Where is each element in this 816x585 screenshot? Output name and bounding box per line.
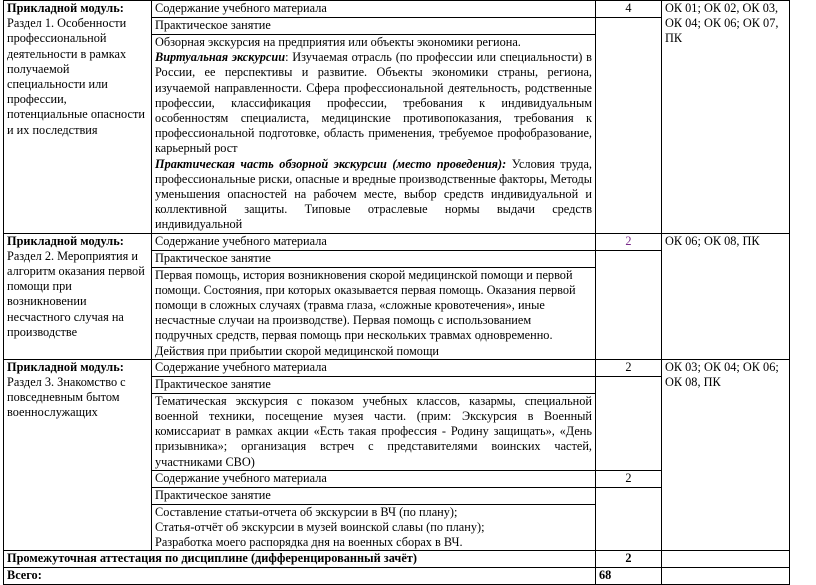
virtual-tour-paragraph [155,50,592,156]
hours-cell-empty [596,487,662,551]
virtual-tour-lead: Виртуальная экскурсии [155,50,286,65]
practical-label: Практическое занятие [152,487,596,504]
list-item: Статья-отчёт об экскурсии в музей воинской славы (по плану); [155,520,485,535]
topic-text: Тематическая экскурсия с показом учебных классов, казармы, специальной военной техники, посещение музея части. (прим: Экскурсия в Военный комиссариат в рамках акции «Есть такая профессия - Родину защищать», «День призывника»; организация встреч с представителями воинских частей, участниками СВО) [152,393,596,470]
module-title: Прикладной модуль: [7,1,124,15]
curriculum-table [3,0,790,585]
topic-intro: Обзорная экскурсия на предприятия или объекты экономики региона. [155,35,521,49]
competencies-cell: ОК 03; ОК 04; ОК 06; ОК 08, ПК [662,359,790,551]
total-hours: 68 [596,568,662,585]
empty-cell [662,568,790,585]
virtual-tour-text: : Изучаемая отрасль (по профессии или специальности) в России, ее перспективы и развитие. Объекты экономики страны, региона, изучаемой направленности. Сфера профессиональной деятельность, родственные профессии, классификация профессии, требования к индивидуальным особенностям специалиста, медицинские противопоказания, требования к профессиональной подготовке, область применения, требуемое профобразование, карьерный рост [155,50,592,156]
table-row [4,1,790,18]
practical-label: Практическое занятие [152,18,596,35]
content-label: Содержание учебного материала [152,1,596,18]
attestation-hours: 2 [596,551,662,568]
module-cell [4,233,152,359]
list-item: Составление статьи-отчета об экскурсии в ВЧ (по плану); [155,504,458,519]
total-label: Всего: [4,568,596,585]
content-label: Содержание учебного материала [152,359,596,376]
table-row [4,551,790,568]
module-name: Раздел 1. Особенности профессиональной деятельности в рамках получаемой специальности или профессии, потенциальные опасности и их последствия [7,16,145,137]
practical-part-paragraph [155,157,592,233]
module-name: Раздел 3. Знакомство с повседневным бытом военнослужащих [7,375,126,420]
empty-cell [662,551,790,568]
content-label: Содержание учебного материала [152,470,596,487]
task-list [152,504,596,551]
table-row [4,233,790,250]
hours-cell: 2 [596,359,662,376]
competencies-cell: ОК 06; ОК 08, ПК [662,233,790,359]
practical-label: Практическое занятие [152,376,596,393]
hours-cell: 4 [596,1,662,18]
table-row [4,359,790,376]
list-item: Разработка моего распорядка дня на военных сборах в ВЧ. [155,535,463,550]
competencies-cell: ОК 01; ОК 02, ОК 03, ОК 04; ОК 06; ОК 07, ПК [662,1,790,234]
module-title: Прикладной модуль: [7,233,124,248]
topic-text [152,35,596,234]
hours-cell: 2 [596,470,662,487]
module-name: Раздел 2. Мероприятия и алгоритм оказания первой помощи при возникновении несчастного случая на производстве [7,248,145,339]
hours-cell: 2 [596,233,662,250]
practical-part-lead: Практическая часть обзорной экскурсии (место проведения): [155,156,507,171]
content-label: Содержание учебного материала [152,233,596,250]
module-cell [4,1,152,234]
module-cell [4,359,152,551]
practical-part-text: Условия труда, профессиональные риски, опасные и вредные производственные факторы, Методы уменьшения опасностей на рабочем месте, выбор средств индивидуальной и коллективной защиты. Типовые отраслевые нормы выдачи средств индивидуальной [155,156,592,232]
practical-label: Практическое занятие [152,250,596,267]
hours-cell-empty [596,250,662,359]
hours-cell-empty [596,18,662,234]
module-title: Прикладной модуль: [7,359,124,374]
table-row [4,568,790,585]
hours-cell-empty [596,376,662,470]
attestation-label: Промежуточная аттестация по дисциплине (дифференцированный зачёт) [4,551,596,568]
topic-text: Первая помощь, история возникновения скорой медицинской помощи и первой помощи. Состояния, при которых оказывается первая помощь. Оказания первой помощи в сложных случаях (травма глаза, «сложные кровотечения», иные несчастные случаи на производстве). Первая помощь с использованием подручных средств, первая помощь при нескольких травмах одновременно. Действия при прибытии скорой медицинской помощи [152,267,596,359]
